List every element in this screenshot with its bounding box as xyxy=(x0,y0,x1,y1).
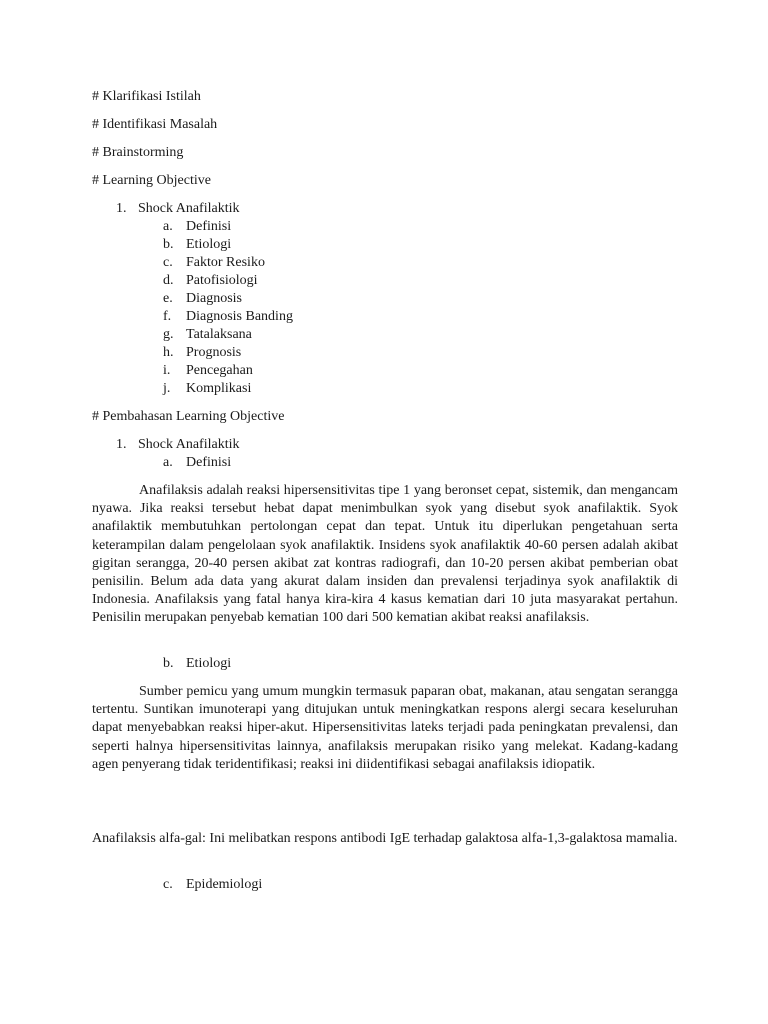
list-number: 1. xyxy=(116,437,127,452)
list-item-prognosis: Prognosis xyxy=(186,345,242,360)
list-item-letter: d. xyxy=(163,273,174,288)
list-item-letter: g. xyxy=(163,327,174,342)
paragraph-etiologi: Sumber pemicu yang umum mungkin termasuk paparan obat, makanan, atau sengatan serangga tertentu. Suntikan imunoterapi yang ditujukan untuk meningkatkan respons alergi secara keseluruhan dapat menyebabkan reaksi hiper-akut. Hipersensitivitas lateks terjadi pada peningkatan prevalensi, dan seperti halnya hipersensitivitas lainnya, anafilaksis merupakan risiko yang melekat. Kadang-kadang agen penyerang tidak teridentifikasi; reaksi ini diidentifikasi sebagai anafilaksis idiopatik. xyxy=(92,684,678,772)
list-item-diagnosis: Diagnosis xyxy=(186,291,242,306)
heading-learning-objective: # Learning Objective xyxy=(92,173,211,188)
heading-brainstorming: # Brainstorming xyxy=(92,145,184,160)
heading-pembahasan-learning-objective: # Pembahasan Learning Objective xyxy=(92,409,285,424)
list-item-letter: f. xyxy=(163,309,172,324)
list-title-shock-anafilaktik: Shock Anafilaktik xyxy=(138,201,240,216)
list-item-pencegahan: Pencegahan xyxy=(186,363,253,378)
section-title-etiologi: Etiologi xyxy=(186,656,232,671)
list-number: 1. xyxy=(116,201,127,216)
list-item-faktor-resiko: Faktor Resiko xyxy=(186,255,265,270)
list-item-letter: a. xyxy=(163,219,173,234)
list-item-letter: b. xyxy=(163,237,174,252)
paragraph-definisi: Anafilaksis adalah reaksi hipersensitivitas tipe 1 yang beronset cepat, sistemik, dan mengancam nyawa. Jika reaksi tersebut hebat dapat menimbulkan syok yang disebut syok anafilaktik. Syok anafilaktik membutuhkan pertolongan cepat dan tepat. Untuk itu diperlukan pengetahuan serta keterampilan dalam pengelolaan syok anafilaktik. Insidens syok anafilaktik 40-60 persen adalah akibat gigitan serangga, 20-40 persen akibat zat kontras radiografi, dan 10-20 persen akibat pemberian obat penisilin. Belum ada data yang akurat dalam insiden dan prevalensi terjadinya syok anafilaktik di Indonesia. Anafilaksis yang fatal hanya kira-kira 4 kasus kematian dari 10 juta masyarakat pertahun. Penisilin merupakan penyebab kematian 100 dari 500 kematian akibat reaksi anafilaksis. xyxy=(92,483,678,626)
list-item-letter: e. xyxy=(163,291,173,306)
list-item-patofisiologi: Patofisiologi xyxy=(186,273,258,288)
list-item-letter: i. xyxy=(163,363,171,378)
list-item-etiologi: Etiologi xyxy=(186,237,232,252)
paragraph-alfa-gal: Anafilaksis alfa-gal: Ini melibatkan respons antibodi IgE terhadap galaktosa alfa-1,3-galaktosa mamalia. xyxy=(92,831,678,846)
section-title-definisi: Definisi xyxy=(186,455,232,470)
section-letter: c. xyxy=(163,877,173,892)
list-item-letter: h. xyxy=(163,345,174,360)
list-item-definisi: Definisi xyxy=(186,219,232,234)
section-letter: a. xyxy=(163,455,173,470)
list-item-komplikasi: Komplikasi xyxy=(186,381,252,396)
list-item-diagnosis-banding: Diagnosis Banding xyxy=(186,309,293,324)
section-letter: b. xyxy=(163,656,174,671)
list-item-letter: j. xyxy=(163,381,171,396)
section-title-shock-anafilaktik: Shock Anafilaktik xyxy=(138,437,240,452)
list-item-letter: c. xyxy=(163,255,173,270)
list-item-tatalaksana: Tatalaksana xyxy=(186,327,252,342)
heading-identifikasi-masalah: # Identifikasi Masalah xyxy=(92,117,218,132)
heading-klarifikasi-istilah: # Klarifikasi Istilah xyxy=(92,89,201,104)
section-title-epidemiologi: Epidemiologi xyxy=(186,877,263,892)
